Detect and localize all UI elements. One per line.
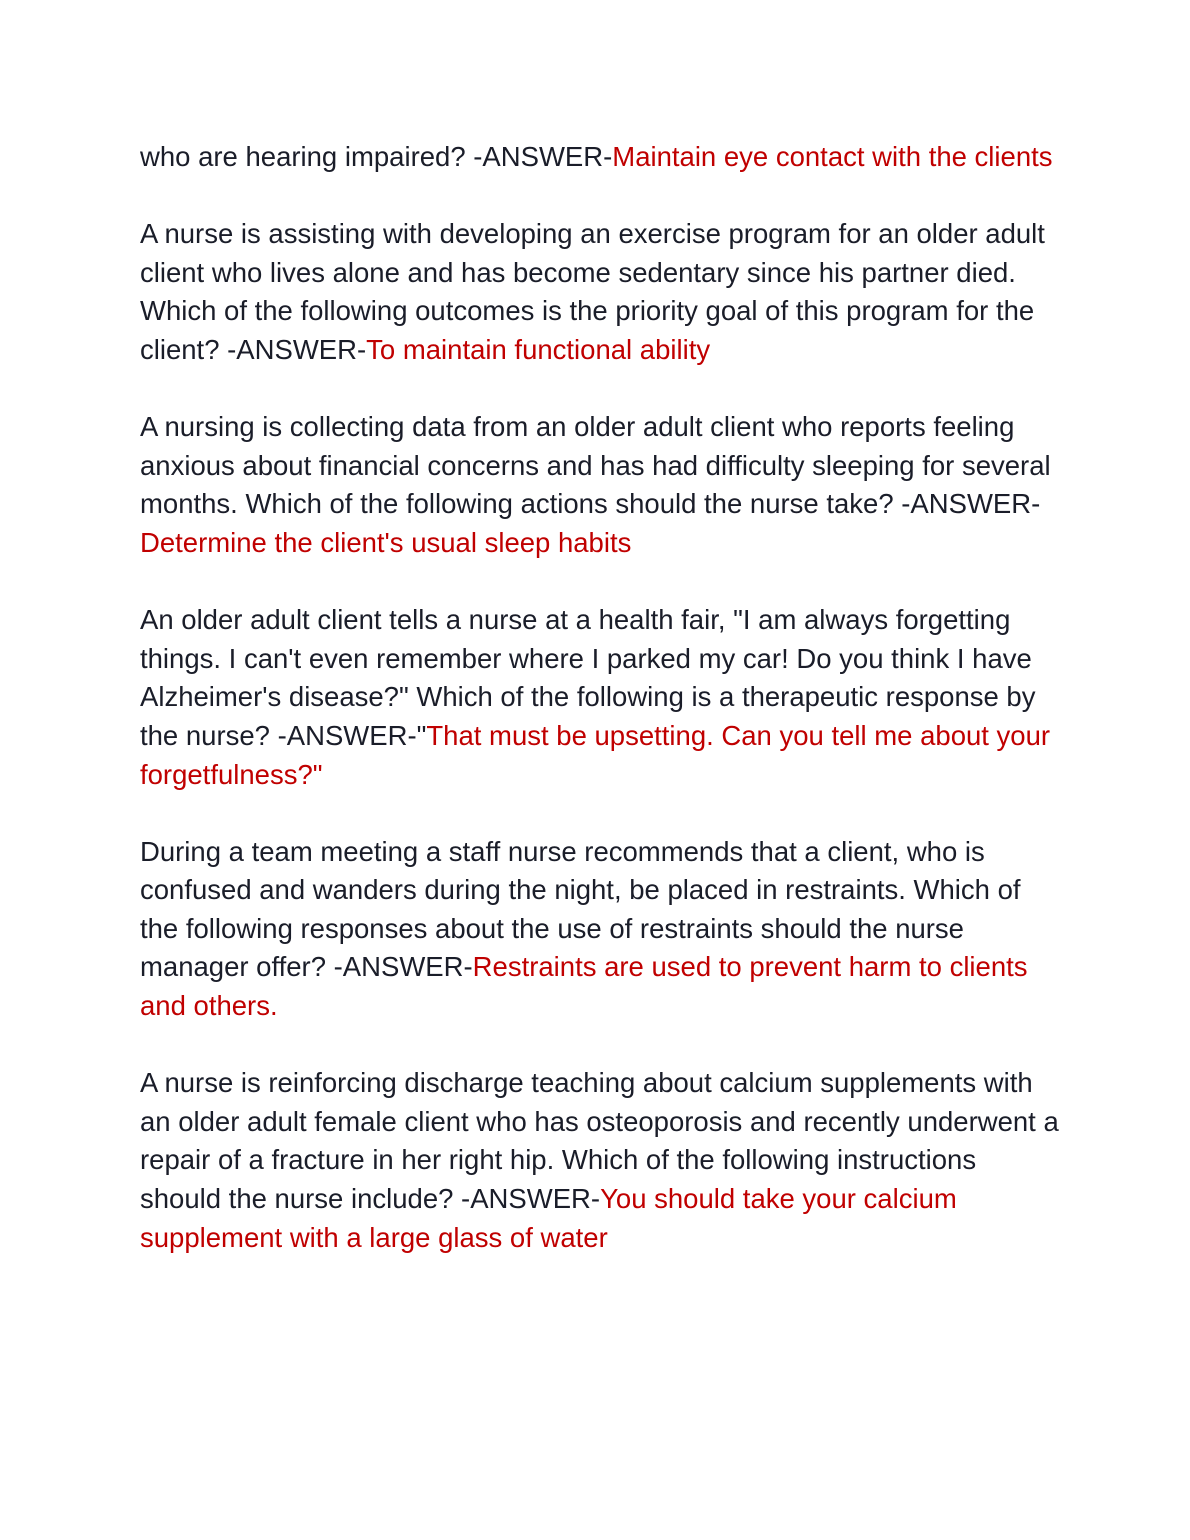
document-page: [140, 138, 1060, 1296]
qa-item-6: [140, 1064, 1060, 1257]
question-text: An older adult client tells a nurse at a health fair, "I am always forgetting things. I can't even remember where I parked my car! Do you think I have Alzheimer's disease?" Which of the following is a therapeutic response by the nurse? -ANSWER-": [140, 604, 1036, 751]
answer-text: You should take your calcium supplement with a large glass of water: [140, 1183, 957, 1253]
question-text: A nurse is assisting with developing an exercise program for an older adult client who lives alone and has become sedentary since his partner died. Which of the following outcomes is the priority goal of this program for the client? -ANSWER-: [140, 218, 1045, 365]
question-text: A nursing is collecting data from an older adult client who reports feeling anxious about financial concerns and has had difficulty sleeping for several months. Which of the following actions should the nurse take? -ANSWER-: [140, 411, 1051, 520]
answer-text: Determine the client's usual sleep habits: [140, 526, 632, 558]
qa-item-2: [140, 215, 1060, 369]
answer-text: That must be upsetting. Can you tell me about your forgetfulness?": [140, 719, 1051, 790]
question-text: who are hearing impaired? -ANSWER-: [140, 141, 613, 172]
answer-text: To maintain functional ability: [366, 333, 711, 365]
qa-item-5: [140, 833, 1060, 1026]
question-text: A nurse is reinforcing discharge teaching about calcium supplements with an older adult female client who has osteoporosis and recently underwent a repair of a fracture in her right hip. Which of the following instructions should the nurse include? -ANSWER-: [140, 1067, 1059, 1215]
answer-text: Maintain eye contact with the clients: [612, 141, 1053, 172]
qa-item-1: [140, 138, 1060, 177]
qa-item-3: [140, 408, 1060, 562]
question-text: During a team meeting a staff nurse recommends that a client, who is confused and wanders during the night, be placed in restraints. Which of the following responses about the use of restraints should the nurse manager offer? -ANSWER-: [140, 835, 1021, 983]
qa-item-4: [140, 601, 1060, 794]
answer-text: Restraints are used to prevent harm to clients and others.: [140, 951, 1028, 1022]
